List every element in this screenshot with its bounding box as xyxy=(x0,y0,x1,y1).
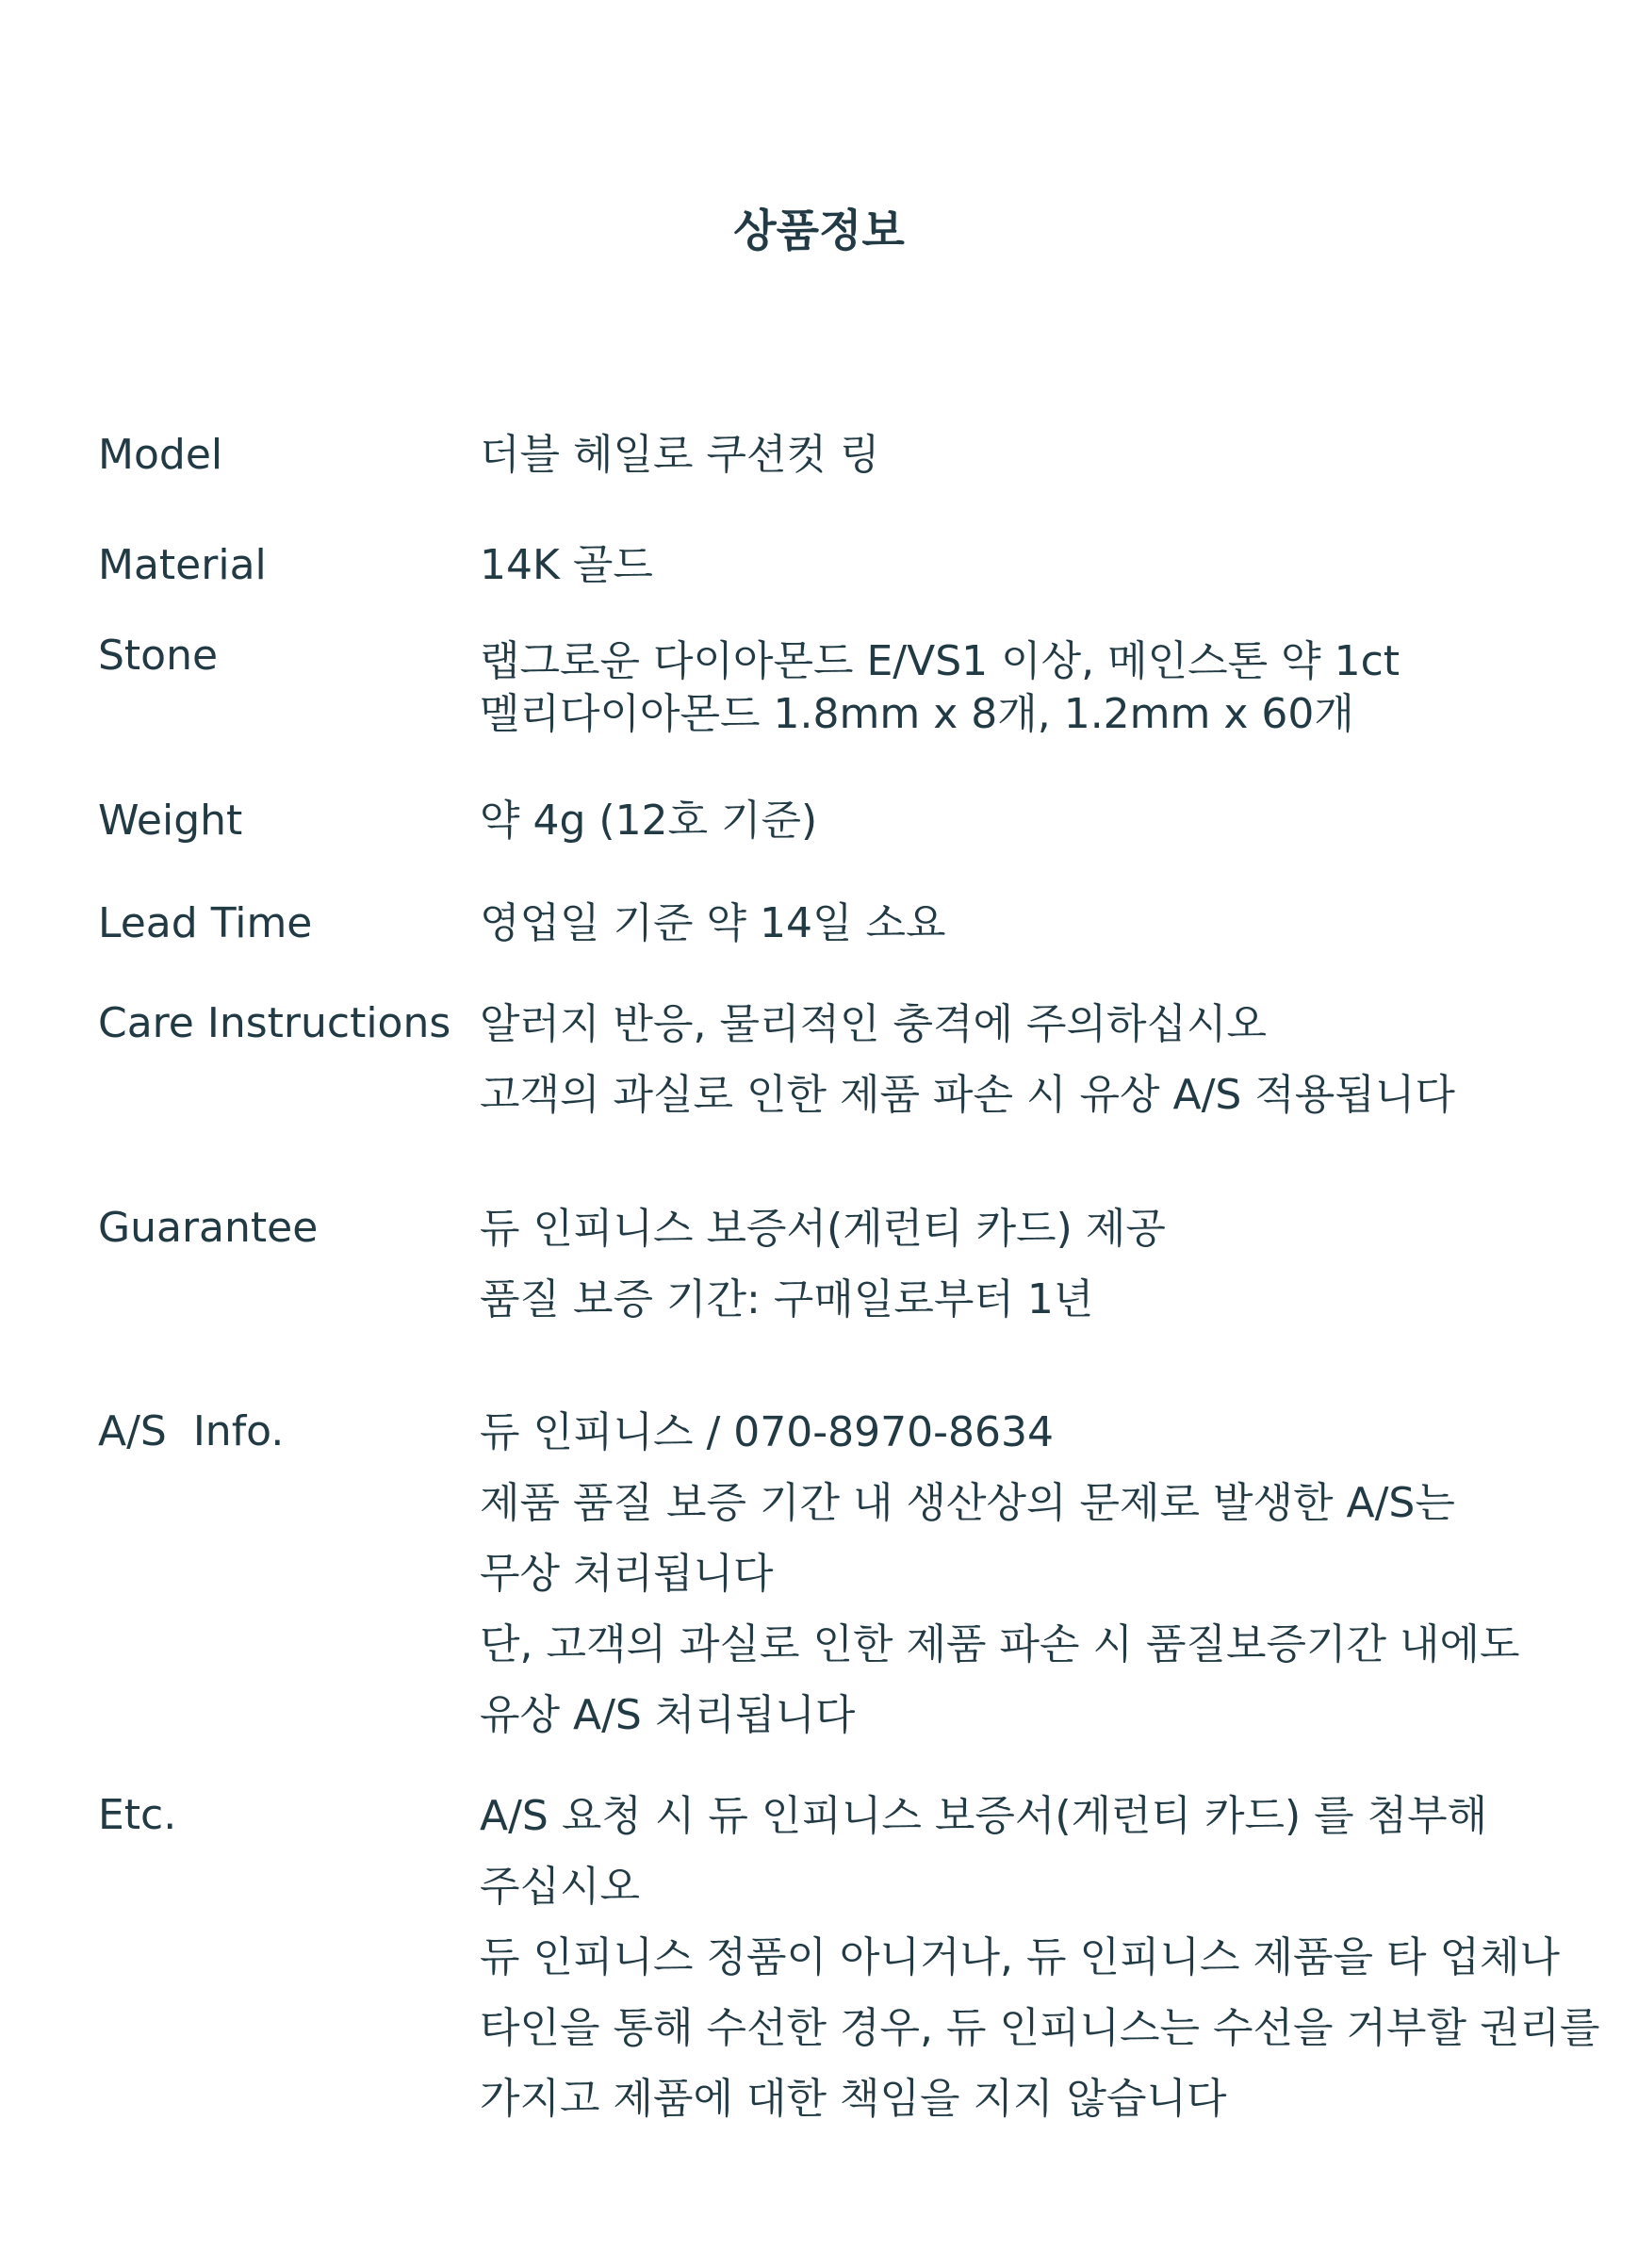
spec-row-as-info xyxy=(98,1408,1568,1750)
spec-line: 랩그로운 다이아몬드 E/VS1 이상, 메인스톤 약 1ct xyxy=(480,637,1400,685)
spec-label-model: Model xyxy=(98,431,223,479)
spec-line: 가지고 제품에 대한 책임을 지지 않습니다 xyxy=(480,2075,1227,2123)
spec-line: 14K 골드 xyxy=(480,541,653,589)
spec-value-guarantee xyxy=(480,1205,1568,1335)
spec-label-as-info: A/S Info. xyxy=(98,1407,285,1455)
spec-line: 듀 인피니스 정품이 아니거나, 듀 인피니스 제품을 타 업체나 xyxy=(480,1933,1560,1981)
spec-row-lead-time xyxy=(98,900,1568,948)
spec-line: 유상 A/S 처리됩니다 xyxy=(480,1691,856,1739)
spec-row-etc xyxy=(98,1791,1600,2134)
spec-row-guarantee xyxy=(98,1205,1568,1335)
spec-label-etc: Etc. xyxy=(98,1791,177,1839)
page-title: 상품정보 xyxy=(733,205,905,257)
spec-line: 영업일 기준 약 14일 소요 xyxy=(480,899,946,947)
spec-value-stone xyxy=(480,633,1568,744)
spec-row-model xyxy=(98,432,1568,480)
spec-line: 듀 인피니스 / 070-8970-8634 xyxy=(480,1408,1054,1456)
spec-line: 더블 헤일로 쿠션컷 링 xyxy=(480,431,880,479)
spec-line: 알러지 반응, 물리적인 충격에 주의하십시오 xyxy=(480,1000,1268,1048)
spec-label-guarantee: Guarantee xyxy=(98,1204,319,1252)
spec-line: 약 4g (12호 기준) xyxy=(480,797,818,845)
spec-label-material: Material xyxy=(98,541,267,589)
spec-value-care-instructions xyxy=(480,1000,1568,1130)
spec-value-weight xyxy=(480,797,1568,846)
spec-row-care-instructions xyxy=(98,1000,1568,1130)
spec-line: 고객의 과실로 인한 제품 파손 시 유상 A/S 적용됩니다 xyxy=(480,1071,1455,1119)
spec-label-care-instructions: Care Instructions xyxy=(98,999,451,1047)
spec-line: 품질 보증 기간: 구매일로부터 1년 xyxy=(480,1275,1094,1323)
spec-value-lead-time xyxy=(480,900,1568,948)
spec-label-lead-time: Lead Time xyxy=(98,899,313,947)
spec-line: A/S 요청 시 듀 인피니스 보증서(게런티 카드) 를 첨부해 xyxy=(480,1792,1488,1840)
spec-line: 멜리다이아몬드 1.8mm x 8개, 1.2mm x 60개 xyxy=(480,690,1354,738)
spec-label-weight: Weight xyxy=(98,797,243,845)
spec-value-as-info xyxy=(480,1408,1568,1750)
spec-line: 제품 품질 보증 기간 내 생산상의 문제로 발생한 A/S는 xyxy=(480,1479,1455,1527)
spec-row-weight xyxy=(98,797,1568,846)
spec-line: 타인을 통해 수선한 경우, 듀 인피니스는 수선을 거부할 권리를 xyxy=(480,2004,1600,2052)
spec-line: 듀 인피니스 보증서(게런티 카드) 제공 xyxy=(480,1205,1166,1253)
spec-value-material xyxy=(480,542,1568,590)
spec-row-material xyxy=(98,542,1568,590)
spec-row-stone xyxy=(98,633,1568,744)
spec-line: 무상 처리됩니다 xyxy=(480,1550,774,1598)
spec-line: 주십시오 xyxy=(480,1863,641,1911)
spec-value-etc xyxy=(480,1792,1599,2134)
spec-label-stone: Stone xyxy=(98,632,219,680)
spec-value-model xyxy=(480,432,1568,480)
spec-line: 단, 고객의 과실로 인한 제품 파손 시 품질보증기간 내에도 xyxy=(480,1620,1520,1668)
